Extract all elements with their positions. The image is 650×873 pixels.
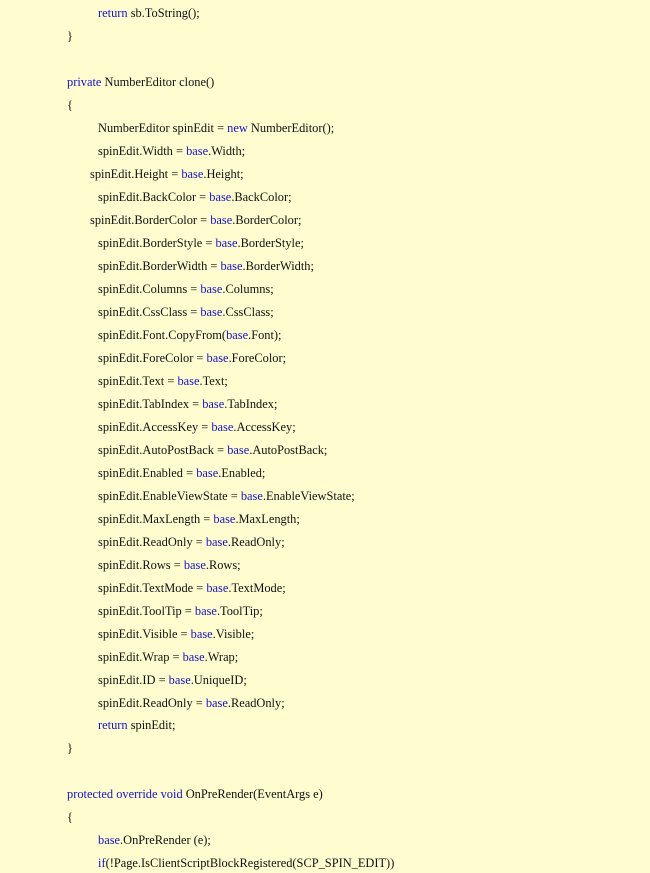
code-line (98, 626, 254, 642)
code-line (67, 97, 73, 113)
code-keyword: return (98, 6, 128, 20)
code-text: .BorderStyle; (237, 236, 304, 250)
code-text: .Columns; (222, 282, 274, 296)
code-text: spinEdit.TabIndex = (98, 397, 203, 411)
code-line (90, 166, 244, 182)
code-text: } (67, 29, 73, 43)
code-keyword: base (196, 466, 219, 480)
code-line (98, 465, 265, 481)
code-text: .UniqueID; (190, 673, 247, 687)
code-text: { (67, 98, 73, 112)
code-text: .Font); (248, 328, 282, 342)
code-keyword: base (200, 282, 223, 296)
code-keyword: base (206, 581, 229, 595)
code-text: .Text; (199, 374, 228, 388)
code-line (98, 143, 245, 159)
code-line (67, 740, 73, 756)
code-keyword: base (202, 397, 225, 411)
code-line (98, 373, 228, 389)
code-line (98, 281, 274, 297)
code-keyword: base (210, 213, 233, 227)
code-text: .EnableViewState; (262, 489, 355, 503)
code-line (90, 212, 301, 228)
code-text: sb.ToString(); (127, 6, 200, 20)
code-text: .MaxLength; (235, 512, 300, 526)
code-text: spinEdit.CssClass = (98, 305, 201, 319)
code-keyword: base (194, 604, 217, 618)
code-text: .ReadOnly; (227, 535, 285, 549)
code-keyword: base (186, 144, 209, 158)
code-keyword: base (227, 443, 250, 457)
code-text: spinEdit.Enabled = (98, 466, 197, 480)
code-text: spinEdit.Width = (98, 144, 187, 158)
code-line (98, 580, 286, 596)
code-keyword: base (220, 259, 243, 273)
code-text: (!Page.IsClientScriptBlockRegistered(SCP_SPIN_EDIT)) (105, 856, 395, 870)
code-keyword: base (200, 305, 223, 319)
code-keyword: base (205, 535, 228, 549)
code-keyword: if (98, 856, 106, 870)
code-text: spinEdit.ID = (98, 673, 169, 687)
code-line (67, 786, 323, 802)
code-line (67, 74, 214, 90)
code-keyword: void (160, 787, 183, 801)
code-text: spinEdit.ReadOnly = (98, 535, 206, 549)
code-line (98, 511, 300, 527)
code-line (98, 672, 247, 688)
code-line (98, 534, 285, 550)
code-keyword: base (98, 833, 121, 847)
code-text: .CssClass; (222, 305, 274, 319)
code-line (98, 603, 263, 619)
code-line (67, 809, 73, 825)
code-text: spinEdit.MaxLength = (98, 512, 214, 526)
code-text: spinEdit.Rows = (98, 558, 184, 572)
code-text: spinEdit.BorderWidth = (98, 259, 221, 273)
code-text: spinEdit.AccessKey = (98, 420, 212, 434)
code-text: .Rows; (205, 558, 241, 572)
code-text: .AccessKey; (233, 420, 296, 434)
code-text: .Enabled; (218, 466, 266, 480)
code-keyword: base (211, 420, 234, 434)
code-line (98, 832, 211, 848)
code-line (98, 488, 355, 504)
code-text: spinEdit.Font.CopyFrom( (98, 328, 227, 342)
code-text: spinEdit.Wrap = (98, 650, 183, 664)
code-text: .Width; (208, 144, 246, 158)
code-text: .OnPreRender (e); (120, 833, 211, 847)
code-text: NumberEditor clone() (101, 75, 215, 89)
code-text: .BackColor; (231, 190, 292, 204)
code-text: spinEdit.Text = (98, 374, 178, 388)
code-keyword: base (182, 650, 205, 664)
code-keyword: return (98, 718, 128, 732)
code-text: .Visible; (212, 627, 255, 641)
code-line (98, 258, 314, 274)
code-text: .Wrap; (204, 650, 239, 664)
code-text: spinEdit.Height = (90, 167, 182, 181)
code-text: spinEdit.TextMode = (98, 581, 207, 595)
code-text: spinEdit.Visible = (98, 627, 191, 641)
code-text: { (67, 810, 73, 824)
code-text: OnPreRender(EventArgs e) (182, 787, 323, 801)
code-keyword: base (177, 374, 200, 388)
code-keyword: private (67, 75, 102, 89)
code-keyword: base (181, 167, 204, 181)
code-keyword: base (183, 558, 206, 572)
code-keyword: base (190, 627, 213, 641)
code-keyword: protected (67, 787, 114, 801)
code-keyword: base (168, 673, 191, 687)
code-line (98, 189, 292, 205)
code-text: .ReadOnly; (227, 696, 285, 710)
code-text: spinEdit.ForeColor = (98, 351, 207, 365)
code-line (98, 235, 304, 251)
code-text: spinEdit.Columns = (98, 282, 201, 296)
code-text: } (67, 741, 73, 755)
code-keyword: base (215, 236, 238, 250)
code-line (98, 304, 274, 320)
code-text: spinEdit.AutoPostBack = (98, 443, 228, 457)
code-text: spinEdit; (127, 718, 176, 732)
code-line (98, 396, 277, 412)
code-text: .BorderColor; (232, 213, 302, 227)
code-line (98, 855, 394, 871)
code-text: spinEdit.ReadOnly = (98, 696, 206, 710)
code-text: spinEdit.EnableViewState = (98, 489, 241, 503)
code-keyword: base (205, 696, 228, 710)
code-text: .ForeColor; (228, 351, 287, 365)
code-line (98, 5, 200, 21)
code-text: NumberEditor(); (247, 121, 335, 135)
code-text: .Height; (203, 167, 244, 181)
code-keyword: base (240, 489, 263, 503)
code-text: spinEdit.BackColor = (98, 190, 210, 204)
code-text: spinEdit.BorderColor = (90, 213, 211, 227)
code-text: .TabIndex; (224, 397, 278, 411)
code-line (98, 695, 285, 711)
code-line (67, 28, 73, 44)
code-line (98, 717, 175, 733)
code-keyword: base (213, 512, 236, 526)
code-line (98, 120, 334, 136)
code-keyword: base (209, 190, 232, 204)
code-line (98, 442, 327, 458)
code-text: .ToolTip; (216, 604, 263, 618)
code-line (98, 419, 296, 435)
code-line (98, 327, 281, 343)
code-text: spinEdit.BorderStyle = (98, 236, 216, 250)
code-line (98, 557, 241, 573)
code-text: NumberEditor spinEdit = (98, 121, 228, 135)
code-keyword: override (116, 787, 158, 801)
code-text: .TextMode; (228, 581, 286, 595)
code-text: .BorderWidth; (242, 259, 314, 273)
code-text: .AutoPostBack; (249, 443, 328, 457)
code-keyword: new (227, 121, 248, 135)
code-line (98, 649, 238, 665)
code-keyword: base (226, 328, 249, 342)
code-text: spinEdit.ToolTip = (98, 604, 195, 618)
code-keyword: base (206, 351, 229, 365)
code-line (98, 350, 286, 366)
